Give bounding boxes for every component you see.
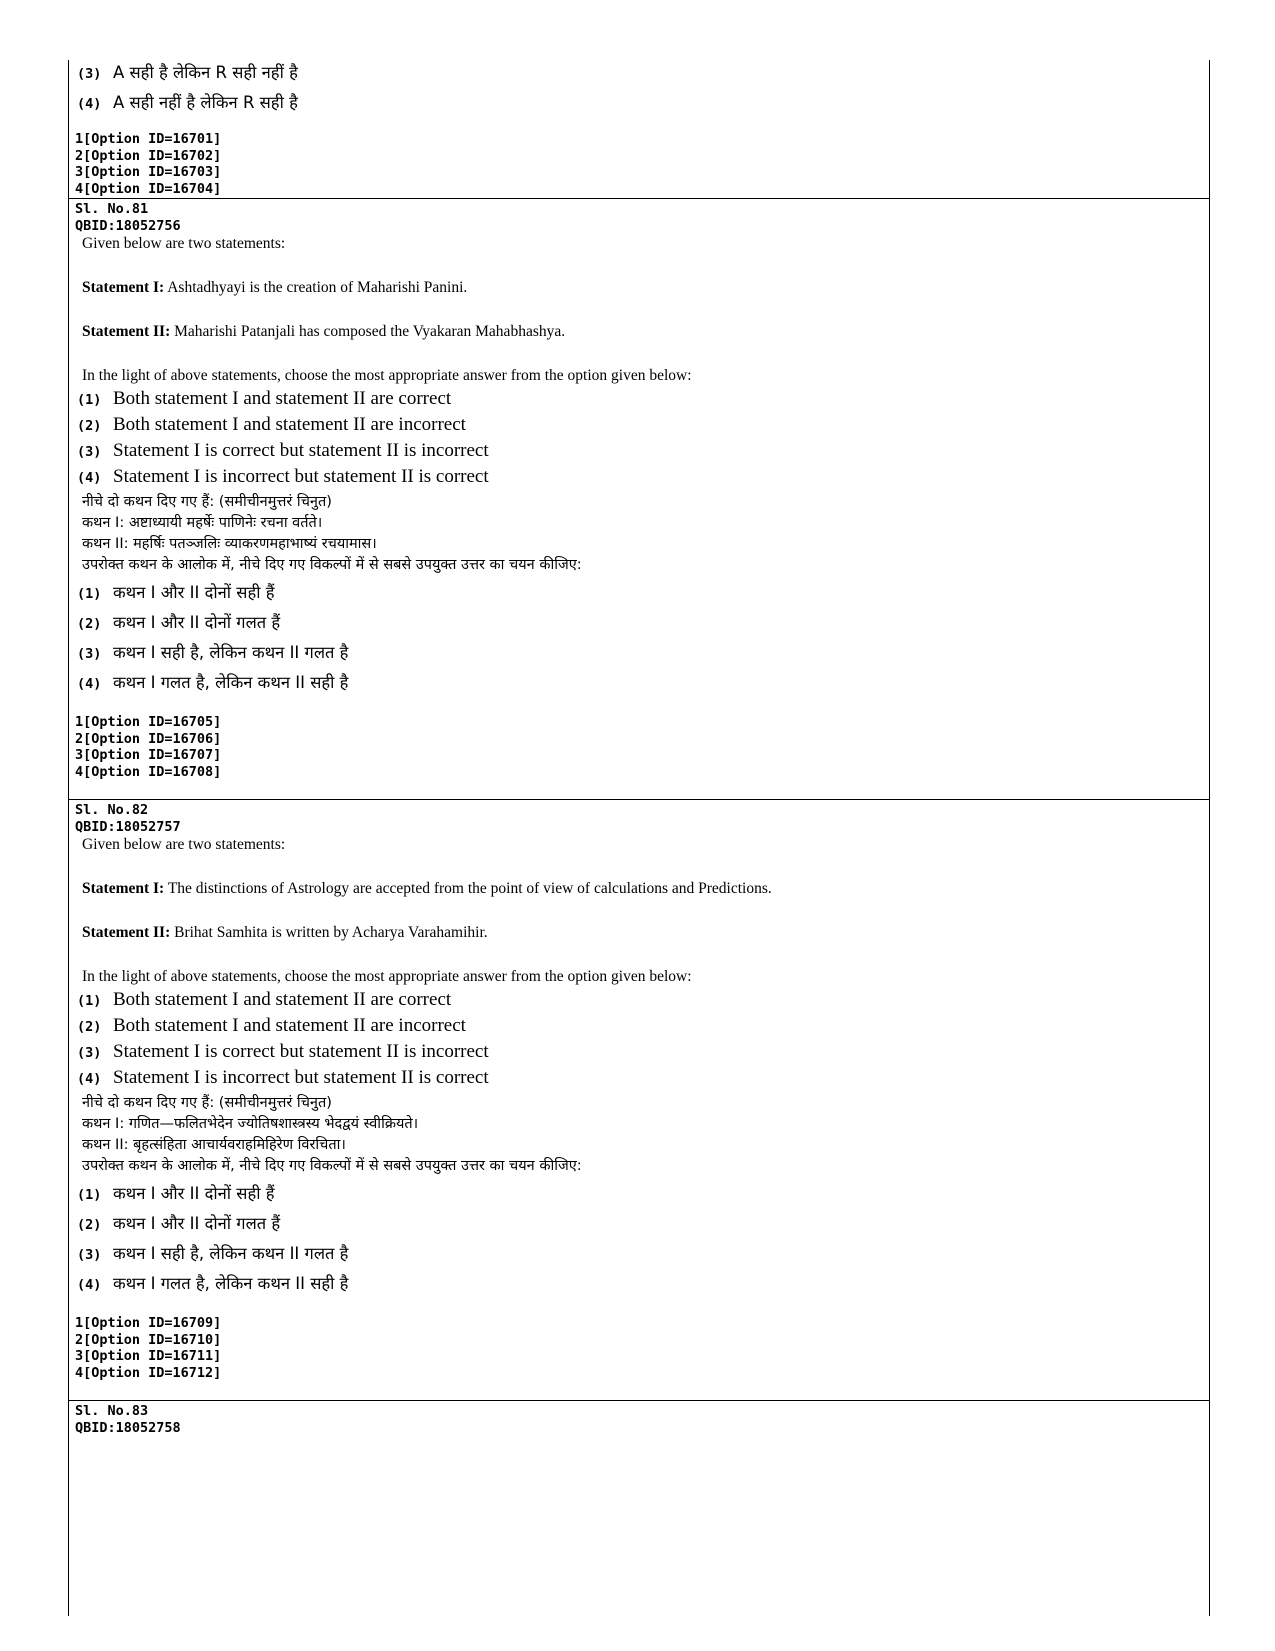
hindi-statement-2: कथन II: महर्षिः पतञ्जलिः व्याकरणमहाभाष्यं रचयामास। — [82, 536, 377, 552]
option-number: (1) — [77, 1187, 102, 1203]
statement-label: Statement II: — [82, 924, 171, 941]
option-number: (2) — [77, 1217, 102, 1233]
option-id: 1[Option ID=16701] — [75, 131, 222, 147]
statement-1 — [82, 879, 1209, 899]
option-number: (3) — [77, 1247, 102, 1263]
option-text: कथन I गलत है, लेकिन कथन II सही है — [113, 1274, 349, 1293]
option-text: Statement I is incorrect but statement II is correct — [113, 1067, 489, 1088]
hindi-statement-1: कथन I: गणित—फलितभेदेन ज्योतिषशास्त्रस्य भेदद्वयं स्वीक्रियते। — [82, 1116, 419, 1132]
option-item — [77, 1041, 1209, 1067]
option-text: A सही है लेकिन R सही नहीं है — [113, 63, 298, 82]
option-item — [77, 414, 1209, 440]
option-text: कथन I और II दोनों सही हैं — [113, 583, 275, 602]
option-id: 1[Option ID=16705] — [75, 714, 222, 730]
option-number: (1) — [77, 993, 102, 1009]
serial-number: Sl. No.83 — [75, 1403, 149, 1419]
option-item — [77, 90, 1209, 120]
option-item — [77, 440, 1209, 466]
question-block-83 — [69, 1403, 1209, 1436]
option-id: 2[Option ID=16702] — [75, 147, 222, 164]
qbid: QBID:18052757 — [75, 818, 181, 835]
option-number: (2) — [77, 1019, 102, 1035]
option-number: (3) — [77, 66, 102, 82]
option-number: (4) — [77, 676, 102, 692]
question-intro: Given below are two statements: — [82, 235, 286, 252]
option-text: कथन I सही है, लेकिन कथन II गलत है — [113, 1244, 349, 1263]
option-item — [77, 1181, 1209, 1211]
option-item — [77, 1015, 1209, 1041]
question-block-82 — [69, 802, 1209, 1381]
option-number: (2) — [77, 418, 102, 434]
hindi-instruction: नीचे दो कथन दिए गए हैं: (समीचीनमुत्तरं चिनुत) — [82, 1095, 332, 1111]
option-text: Statement I is correct but statement II is incorrect — [113, 440, 489, 461]
hindi-prompt: उपरोक्त कथन के आलोक में, नीचे दिए गए विकल्पों में से सबसे उपयुक्त उत्तर का चयन कीजिए: — [82, 1158, 582, 1174]
statement-text: Brihat Samhita is written by Acharya Varahamihir. — [170, 924, 488, 941]
option-id: 4[Option ID=16712] — [75, 1364, 222, 1381]
option-id: 1[Option ID=16709] — [75, 1315, 222, 1331]
option-item — [77, 1067, 1209, 1093]
option-number: (3) — [77, 646, 102, 662]
option-number: (3) — [77, 444, 102, 460]
serial-number: Sl. No.81 — [75, 201, 149, 217]
option-item — [77, 989, 1209, 1015]
option-text: Both statement I and statement II are incorrect — [113, 414, 466, 435]
statement-2 — [82, 322, 1209, 342]
option-id: 2[Option ID=16706] — [75, 730, 222, 747]
option-text: Statement I is incorrect but statement II is correct — [113, 466, 489, 487]
option-number: (2) — [77, 616, 102, 632]
question-divider — [69, 198, 1209, 199]
statement-label: Statement I: — [82, 279, 165, 296]
option-item — [77, 466, 1209, 492]
statement-label: Statement II: — [82, 323, 171, 340]
question-paper-page — [68, 60, 1210, 1616]
option-text: कथन I और II दोनों सही हैं — [113, 1184, 275, 1203]
option-id: 2[Option ID=16710] — [75, 1331, 222, 1348]
qbid: QBID:18052758 — [75, 1419, 181, 1436]
option-number: (1) — [77, 392, 102, 408]
option-number: (1) — [77, 586, 102, 602]
option-text: Both statement I and statement II are correct — [113, 388, 452, 409]
option-text: कथन I गलत है, लेकिन कथन II सही है — [113, 673, 349, 692]
option-text: कथन I और II दोनों गलत हैं — [113, 1214, 281, 1233]
hindi-instruction: नीचे दो कथन दिए गए हैं: (समीचीनमुत्तरं चिनुत) — [82, 494, 332, 510]
option-text: कथन I सही है, लेकिन कथन II गलत है — [113, 643, 349, 662]
hindi-statement-1: कथन I: अष्टाध्यायी महर्षेः पाणिनेः रचना वर्तते। — [82, 515, 323, 531]
option-number: (4) — [77, 96, 102, 112]
option-item — [77, 60, 1209, 90]
question-intro: Given below are two statements: — [82, 836, 286, 853]
option-text: कथन I और II दोनों गलत हैं — [113, 613, 281, 632]
hindi-prompt: उपरोक्त कथन के आलोक में, नीचे दिए गए विकल्पों में से सबसे उपयुक्त उत्तर का चयन कीजिए: — [82, 557, 582, 573]
qbid: QBID:18052756 — [75, 217, 181, 234]
question-prompt: In the light of above statements, choose the most appropriate answer from the option given below: — [82, 367, 692, 384]
option-id: 3[Option ID=16703] — [75, 164, 222, 180]
question-divider — [69, 1400, 1209, 1401]
hindi-statement-2: कथन II: बृहत्संहिता आचार्यवराहमिहिरेण विरचिता। — [82, 1137, 346, 1153]
option-item — [77, 640, 1209, 670]
option-id: 4[Option ID=16704] — [75, 180, 222, 197]
option-id: 3[Option ID=16707] — [75, 747, 222, 763]
option-item — [77, 610, 1209, 640]
option-item — [77, 1241, 1209, 1271]
question-divider — [69, 799, 1209, 800]
option-item — [77, 1211, 1209, 1241]
option-id: 3[Option ID=16711] — [75, 1348, 222, 1364]
option-number: (4) — [77, 470, 102, 486]
serial-number: Sl. No.82 — [75, 802, 149, 818]
statement-label: Statement I: — [82, 880, 165, 897]
option-number: (4) — [77, 1277, 102, 1293]
question-80-tail — [69, 60, 1209, 197]
statement-text: The distinctions of Astrology are accepted from the point of view of calculations and Predictions. — [164, 880, 772, 897]
option-number: (3) — [77, 1045, 102, 1061]
option-item — [77, 580, 1209, 610]
option-item — [77, 670, 1209, 700]
statement-2 — [82, 923, 1209, 943]
option-number: (4) — [77, 1071, 102, 1087]
option-text: Both statement I and statement II are incorrect — [113, 1015, 466, 1036]
option-id: 4[Option ID=16708] — [75, 763, 222, 780]
statement-text: Ashtadhyayi is the creation of Maharishi Panini. — [164, 279, 468, 296]
question-block-81 — [69, 201, 1209, 780]
option-item — [77, 388, 1209, 414]
statement-1 — [82, 278, 1209, 298]
option-text: Statement I is correct but statement II is incorrect — [113, 1041, 489, 1062]
option-text: Both statement I and statement II are correct — [113, 989, 452, 1010]
option-item — [77, 1271, 1209, 1301]
option-text: A सही नहीं है लेकिन R सही है — [113, 93, 298, 112]
statement-text: Maharishi Patanjali has composed the Vyakaran Mahabhashya. — [170, 323, 566, 340]
question-prompt: In the light of above statements, choose the most appropriate answer from the option given below: — [82, 968, 692, 985]
